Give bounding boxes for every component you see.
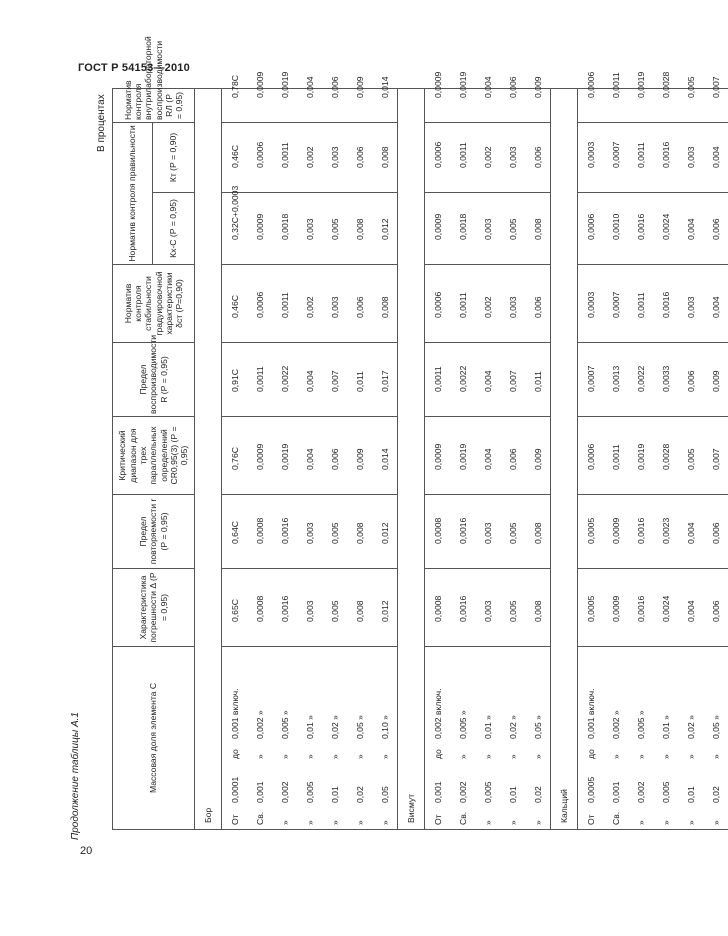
- range-a: 0,002: [635, 781, 646, 803]
- value-cell: 0,007: [703, 88, 728, 122]
- range-pre: От: [585, 814, 596, 825]
- range-cell: [450, 647, 475, 830]
- range-b: 0,002 »: [610, 710, 621, 739]
- table-body: [195, 71, 728, 829]
- value-cell: 0,005: [500, 193, 525, 265]
- value-cell: 0,004: [475, 88, 500, 122]
- table-row: [272, 88, 297, 829]
- range-cell: [500, 647, 525, 830]
- table-row: [678, 88, 703, 829]
- group-name: Висмут: [406, 793, 416, 823]
- value-cell: 0,003: [500, 265, 525, 343]
- value-cell: 0,32С+0,0003: [222, 193, 248, 265]
- range-a: 0,001: [610, 781, 621, 803]
- range-a: 0,0001: [229, 776, 240, 803]
- value-cell: 0,0022: [450, 343, 475, 417]
- value-cell: 0,0009: [603, 569, 628, 647]
- value-cell: 0,003: [475, 193, 500, 265]
- header-kxc: Кх-С (Р = 0,95): [153, 193, 195, 265]
- range-a: 0,0005: [585, 776, 596, 803]
- value-cell: 0,005: [500, 569, 525, 647]
- range-cell: [578, 647, 604, 830]
- value-cell: 0,0007: [603, 122, 628, 192]
- value-cell: 0,0011: [628, 265, 653, 343]
- value-cell: 0,012: [372, 495, 398, 569]
- value-cell: 0,004: [297, 417, 322, 495]
- document-header: ГОСТ Р 54153—2010: [78, 62, 190, 74]
- range-a: 0,001: [254, 781, 265, 803]
- value-cell: 0,008: [347, 193, 372, 265]
- range-a: 0,002: [279, 781, 290, 803]
- value-cell: 0,0010: [603, 193, 628, 265]
- value-cell: 0,006: [322, 417, 347, 495]
- group-name: Бор: [203, 807, 213, 823]
- value-cell: 0,0008: [425, 569, 451, 647]
- range-pre: »: [329, 820, 340, 825]
- table-row: [653, 88, 678, 829]
- value-cell: 0,003: [678, 122, 703, 192]
- range-pre: От: [229, 814, 240, 825]
- value-cell: 0,003: [322, 265, 347, 343]
- value-cell: 0,008: [525, 193, 551, 265]
- value-cell: 0,009: [703, 343, 728, 417]
- range-pre: Св.: [457, 811, 468, 825]
- value-cell: 0,006: [703, 495, 728, 569]
- value-cell: 0,002: [297, 122, 322, 192]
- value-cell: 0,91С: [222, 343, 248, 417]
- table-row: [372, 88, 398, 829]
- value-cell: 0,0011: [603, 88, 628, 122]
- range-b: 0,01 »: [482, 715, 493, 739]
- table-row: [628, 88, 653, 829]
- value-cell: 0,0005: [578, 495, 604, 569]
- value-cell: 0,009: [525, 417, 551, 495]
- range-b: 0,005 »: [457, 710, 468, 739]
- header-kt: Кт (Р = 0,90): [153, 122, 195, 192]
- value-cell: 0,0016: [272, 569, 297, 647]
- units-label: В процентах: [96, 94, 107, 152]
- value-cell: 0,0011: [272, 265, 297, 343]
- range-b: 0,02 »: [685, 715, 696, 739]
- range-pre: »: [354, 820, 365, 825]
- value-cell: 0,0011: [450, 122, 475, 192]
- value-cell: 0,0008: [247, 569, 272, 647]
- value-cell: 0,006: [678, 343, 703, 417]
- value-cell: 0,003: [475, 569, 500, 647]
- range-pre: »: [710, 820, 721, 825]
- value-cell: 0,0024: [653, 193, 678, 265]
- value-cell: 0,014: [372, 417, 398, 495]
- header-repeatability: Предел повторяемости r (Р = 0,95): [113, 495, 195, 569]
- table-row: [450, 88, 475, 829]
- range-a: 0,02: [532, 786, 543, 803]
- range-a: 0,01: [329, 786, 340, 803]
- value-cell: 0,014: [372, 88, 398, 122]
- range-cell: [603, 647, 628, 830]
- range-b: 0,001 включ.: [229, 688, 240, 739]
- value-cell: 0,0018: [272, 193, 297, 265]
- value-cell: 0,0006: [425, 122, 451, 192]
- value-cell: 0,0003: [578, 265, 604, 343]
- range-cell: [297, 647, 322, 830]
- range-mid: »: [635, 754, 646, 759]
- value-cell: 0,0022: [272, 343, 297, 417]
- value-cell: 0,008: [372, 122, 398, 192]
- range-cell: [678, 647, 703, 830]
- value-cell: 0,002: [297, 265, 322, 343]
- value-cell: 0,007: [500, 343, 525, 417]
- value-cell: 0,004: [678, 495, 703, 569]
- range-mid: »: [254, 754, 265, 759]
- range-b: 0,005 »: [279, 710, 290, 739]
- range-b: 0,002 »: [254, 710, 265, 739]
- value-cell: 0,0007: [578, 343, 604, 417]
- value-cell: 0,002: [475, 265, 500, 343]
- group-row: [398, 88, 425, 829]
- header-critical-range: Критический диапазон для трех параллельных определений CR0,95(3) (Р = 0,95): [113, 417, 195, 495]
- value-cell: 0,0018: [450, 193, 475, 265]
- range-mid: »: [610, 754, 621, 759]
- range-b: 0,01 »: [660, 715, 671, 739]
- range-mid: »: [532, 754, 543, 759]
- range-mid: »: [457, 754, 468, 759]
- value-cell: 0,012: [372, 193, 398, 265]
- range-pre: »: [279, 820, 290, 825]
- table-row: [322, 88, 347, 829]
- value-cell: 0,0016: [450, 495, 475, 569]
- range-pre: »: [685, 820, 696, 825]
- value-cell: 0,0022: [628, 343, 653, 417]
- value-cell: 0,008: [347, 569, 372, 647]
- range-a: 0,01: [507, 786, 518, 803]
- value-cell: 0,004: [297, 88, 322, 122]
- range-mid: »: [710, 754, 721, 759]
- range-mid: »: [379, 754, 390, 759]
- value-cell: 0,005: [500, 495, 525, 569]
- range-cell: [628, 647, 653, 830]
- table-row: [603, 88, 628, 829]
- value-cell: 0,005: [322, 569, 347, 647]
- value-cell: 0,0019: [450, 88, 475, 122]
- table-row: [425, 88, 451, 829]
- range-cell: [222, 647, 248, 830]
- header-lab-reproducibility: Норматив контроля внутрилабораторной воспроизводимости RЛ (Р = 0,95): [113, 88, 195, 122]
- value-cell: 0,006: [525, 122, 551, 192]
- group-cell: [195, 88, 222, 829]
- page-number: 20: [80, 845, 93, 857]
- range-b: 0,01 »: [304, 715, 315, 739]
- table-continuation-label: Продолжение таблицы А.1: [70, 712, 81, 840]
- value-cell: 0,0013: [603, 343, 628, 417]
- value-cell: 0,005: [678, 417, 703, 495]
- group-row: [195, 88, 222, 829]
- range-cell: [653, 647, 678, 830]
- range-mid: »: [304, 754, 315, 759]
- range-pre: »: [507, 820, 518, 825]
- value-cell: 0,007: [703, 417, 728, 495]
- range-cell: [425, 647, 451, 830]
- value-cell: 0,006: [500, 417, 525, 495]
- value-cell: 0,008: [525, 569, 551, 647]
- value-cell: 0,0006: [247, 122, 272, 192]
- group-cell: [398, 88, 425, 829]
- value-cell: 0,76С: [222, 417, 248, 495]
- value-cell: 0,008: [372, 265, 398, 343]
- value-cell: 0,003: [678, 265, 703, 343]
- value-cell: 0,003: [297, 569, 322, 647]
- value-cell: 0,011: [347, 343, 372, 417]
- value-cell: 0,0024: [653, 569, 678, 647]
- range-cell: [372, 647, 398, 830]
- range-b: 0,001 включ.: [585, 688, 596, 739]
- range-b: 0,005 »: [635, 710, 646, 739]
- range-a: 0,002: [457, 781, 468, 803]
- value-cell: 0,006: [322, 88, 347, 122]
- value-cell: 0,0009: [425, 417, 451, 495]
- table-row: [500, 88, 525, 829]
- value-cell: 0,64С: [222, 495, 248, 569]
- range-mid: »: [660, 754, 671, 759]
- group-cell: [551, 88, 578, 829]
- table-row: [703, 88, 728, 829]
- range-mid: »: [329, 754, 340, 759]
- header-stability: Норматив контроля стабильности градуировочной характеристики δст (Р=0,90): [113, 265, 195, 343]
- value-cell: 0,0005: [578, 569, 604, 647]
- value-cell: 0,65С: [222, 569, 248, 647]
- value-cell: 0,0008: [247, 495, 272, 569]
- value-cell: 0,011: [525, 343, 551, 417]
- table-row: [475, 88, 500, 829]
- value-cell: 0,0016: [450, 569, 475, 647]
- table-row: [525, 88, 551, 829]
- range-cell: [272, 647, 297, 830]
- range-pre: »: [635, 820, 646, 825]
- value-cell: 0,0009: [247, 193, 272, 265]
- value-cell: 0,004: [678, 569, 703, 647]
- range-pre: Св.: [254, 811, 265, 825]
- value-cell: 0,0019: [272, 417, 297, 495]
- range-mid: до: [432, 749, 443, 759]
- value-cell: 0,0003: [578, 122, 604, 192]
- value-cell: 0,0011: [272, 122, 297, 192]
- group-row: [551, 88, 578, 829]
- value-cell: 0,0009: [603, 495, 628, 569]
- value-cell: 0,003: [297, 495, 322, 569]
- value-cell: 0,0016: [628, 495, 653, 569]
- range-mid: »: [507, 754, 518, 759]
- range-a: 0,005: [482, 781, 493, 803]
- range-cell: [247, 647, 272, 830]
- header-accuracy-group: Норматив контроля правильности: [113, 122, 153, 264]
- value-cell: 0,005: [322, 193, 347, 265]
- range-b: 0,10 »: [379, 715, 390, 739]
- value-cell: 0,0016: [653, 122, 678, 192]
- range-mid: »: [279, 754, 290, 759]
- table-row: [297, 88, 322, 829]
- value-cell: 0,004: [475, 417, 500, 495]
- value-cell: 0,006: [703, 569, 728, 647]
- value-cell: 0,0011: [450, 265, 475, 343]
- value-cell: 0,0006: [578, 193, 604, 265]
- range-b: 0,02 »: [507, 715, 518, 739]
- value-cell: 0,017: [372, 343, 398, 417]
- range-pre: От: [432, 814, 443, 825]
- value-cell: 0,0023: [653, 495, 678, 569]
- value-cell: 0,009: [525, 88, 551, 122]
- value-cell: 0,003: [475, 495, 500, 569]
- range-a: 0,001: [432, 781, 443, 803]
- value-cell: 0,0006: [247, 265, 272, 343]
- range-mid: до: [585, 749, 596, 759]
- value-cell: 0,012: [372, 569, 398, 647]
- value-cell: 0,0006: [425, 265, 451, 343]
- range-b: 0,05 »: [532, 715, 543, 739]
- value-cell: 0,0009: [247, 417, 272, 495]
- value-cell: 0,004: [703, 265, 728, 343]
- value-cell: 0,006: [703, 193, 728, 265]
- range-mid: »: [685, 754, 696, 759]
- group-name: Кальций: [559, 789, 569, 823]
- header-reproducibility: Предел воспроизводимости R (Р = 0,95): [113, 343, 195, 417]
- range-pre: »: [304, 820, 315, 825]
- range-a: 0,005: [660, 781, 671, 803]
- value-cell: 0,0007: [603, 265, 628, 343]
- value-cell: 0,0009: [425, 193, 451, 265]
- range-mid: до: [229, 749, 240, 759]
- value-cell: 0,46С: [222, 265, 248, 343]
- value-cell: 0,0028: [653, 417, 678, 495]
- value-cell: 0,0033: [653, 343, 678, 417]
- value-cell: 0,0028: [653, 88, 678, 122]
- value-cell: 0,0011: [628, 122, 653, 192]
- range-pre: »: [482, 820, 493, 825]
- value-cell: 0,0009: [247, 88, 272, 122]
- range-cell: [525, 647, 551, 830]
- table-row: [347, 88, 372, 829]
- value-cell: 0,0011: [247, 343, 272, 417]
- value-cell: 0,0011: [425, 343, 451, 417]
- value-cell: 0,46С: [222, 122, 248, 192]
- value-cell: 0,005: [678, 88, 703, 122]
- value-cell: 0,004: [703, 122, 728, 192]
- range-b: 0,02 »: [329, 715, 340, 739]
- value-cell: 0,003: [322, 122, 347, 192]
- value-cell: 0,008: [525, 495, 551, 569]
- range-pre: Св.: [610, 811, 621, 825]
- value-cell: 0,007: [322, 343, 347, 417]
- range-cell: [475, 647, 500, 830]
- value-cell: 0,0008: [425, 495, 451, 569]
- value-cell: 0,003: [297, 193, 322, 265]
- value-cell: 0,0006: [578, 417, 604, 495]
- range-b: 0,05 »: [354, 715, 365, 739]
- value-cell: 0,004: [678, 193, 703, 265]
- range-a: 0,02: [354, 786, 365, 803]
- value-cell: 0,0011: [603, 417, 628, 495]
- range-mid: »: [482, 754, 493, 759]
- value-cell: 0,008: [347, 495, 372, 569]
- value-cell: 0,009: [347, 417, 372, 495]
- range-pre: »: [660, 820, 671, 825]
- range-cell: [322, 647, 347, 830]
- value-cell: 0,002: [475, 122, 500, 192]
- table-row: [247, 88, 272, 829]
- range-a: 0,005: [304, 781, 315, 803]
- range-cell: [347, 647, 372, 830]
- range-mid: »: [354, 754, 365, 759]
- range-a: 0,01: [685, 786, 696, 803]
- value-cell: 0,0016: [628, 193, 653, 265]
- value-cell: 0,0016: [653, 265, 678, 343]
- value-cell: 0,004: [297, 343, 322, 417]
- table-row: [222, 88, 248, 829]
- value-cell: 0,006: [525, 265, 551, 343]
- value-cell: 0,0016: [272, 495, 297, 569]
- value-cell: 0,006: [347, 265, 372, 343]
- value-cell: 0,0019: [450, 417, 475, 495]
- value-cell: 0,006: [347, 122, 372, 192]
- value-cell: 0,78С: [222, 88, 248, 122]
- range-b: 0,05 »: [710, 715, 721, 739]
- value-cell: 0,0019: [628, 417, 653, 495]
- header-mass-fraction: Массовая доля элемента С: [113, 647, 195, 830]
- value-cell: 0,004: [475, 343, 500, 417]
- range-pre: »: [379, 820, 390, 825]
- value-cell: 0,0009: [425, 88, 451, 122]
- range-cell: [703, 647, 728, 830]
- value-cell: 0,006: [500, 88, 525, 122]
- value-cell: 0,0006: [578, 88, 604, 122]
- table-row: [578, 88, 604, 829]
- range-pre: »: [532, 820, 543, 825]
- range-a: 0,02: [710, 786, 721, 803]
- header-delta: Характеристика погрешности Δ (Р = 0,95): [113, 569, 195, 647]
- value-cell: 0,003: [500, 122, 525, 192]
- range-b: 0,002 включ.: [432, 688, 443, 739]
- value-cell: 0,0019: [628, 88, 653, 122]
- value-cell: 0,0019: [272, 88, 297, 122]
- value-cell: 0,0016: [628, 569, 653, 647]
- range-a: 0,05: [379, 786, 390, 803]
- value-cell: 0,009: [347, 88, 372, 122]
- value-cell: 0,005: [322, 495, 347, 569]
